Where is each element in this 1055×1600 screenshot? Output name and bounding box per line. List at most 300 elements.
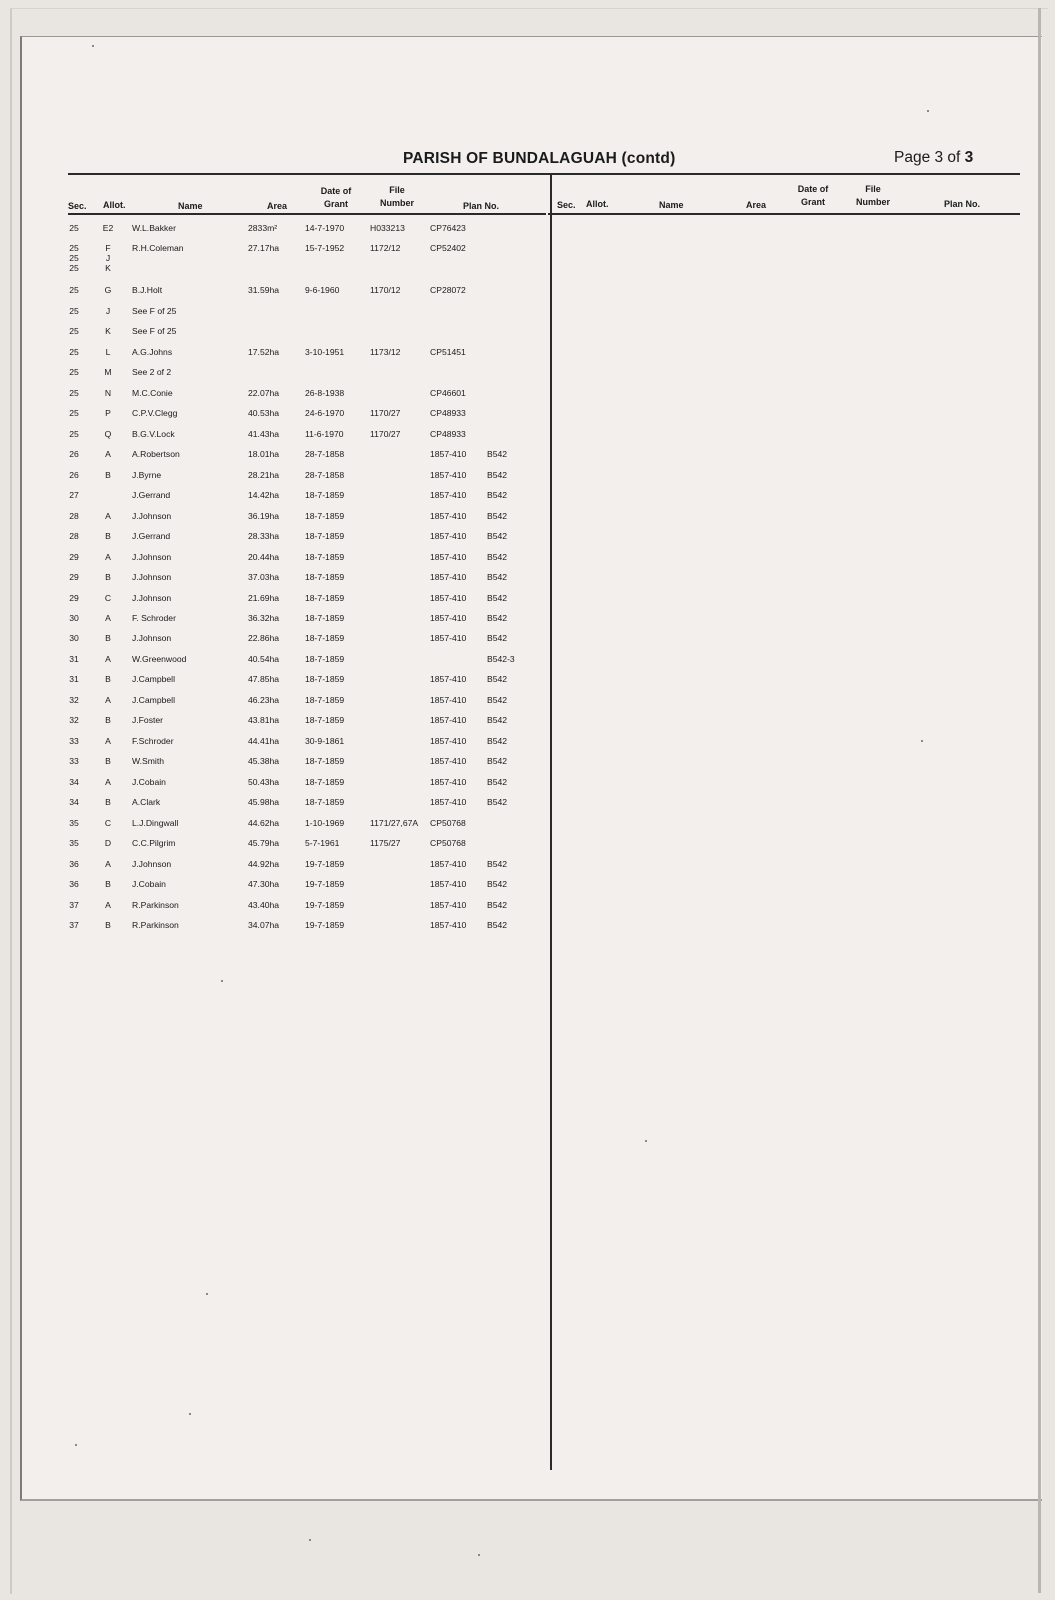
name-cell: M.C.Conie <box>132 388 173 398</box>
sec-cell: 25 <box>69 306 79 316</box>
date-cell: 28-7-1858 <box>305 449 345 459</box>
area-cell: 18.01ha <box>248 449 280 459</box>
date-cell: 5-7-1961 <box>305 838 340 848</box>
plan-number-cell: 1857-410 <box>430 674 467 684</box>
date-cell: 18-7-1859 <box>305 797 345 807</box>
name-cell: J.Johnson <box>132 859 172 869</box>
table-row <box>60 490 540 510</box>
table-row <box>60 388 540 408</box>
plan-number-cell: 1857-410 <box>430 552 467 562</box>
name-cell: J.Cobain <box>132 879 166 889</box>
name-cell: W.L.Bakker <box>132 223 176 233</box>
table-row <box>60 859 540 879</box>
name-cell: R.Parkinson <box>132 900 179 910</box>
sec-cell: 35 <box>69 818 79 828</box>
sec-cell: 25 <box>69 388 79 398</box>
header-file-right-line1: File <box>865 184 881 194</box>
sec-cell: 29 <box>69 593 79 603</box>
sec-cell: 32 <box>69 715 79 725</box>
area-cell: 41.43ha <box>248 429 280 439</box>
sec-cell: 30 <box>69 613 79 623</box>
allot-cell: Q <box>104 429 112 439</box>
allot-cell: B <box>105 879 111 889</box>
table-row <box>60 715 540 735</box>
name-cell: J.Foster <box>132 715 164 725</box>
header-date-right-line2: Grant <box>800 197 825 207</box>
date-cell: 26-8-1938 <box>305 388 345 398</box>
plan-number-cell: CP50768 <box>430 838 466 848</box>
sec-cell: 32 <box>69 695 79 705</box>
sec-cell: 36 <box>69 859 79 869</box>
date-cell: 19-7-1859 <box>305 920 345 930</box>
file-number-cell: H033213 <box>370 223 405 233</box>
name-cell: J.Gerrand <box>132 490 171 500</box>
sec-cell: 35 <box>69 838 79 848</box>
allot-cell: A <box>105 859 111 869</box>
area-cell: 31.59ha <box>248 285 280 295</box>
allot-cell: A <box>105 613 111 623</box>
area-cell: 34.07ha <box>248 920 280 930</box>
allot-cell: B <box>105 797 111 807</box>
table-row <box>60 408 540 428</box>
plan-ref-cell: B542 <box>487 593 508 603</box>
plan-ref-cell: B542 <box>487 879 508 889</box>
plan-number-cell: 1857-410 <box>430 633 467 643</box>
stacked-value: 25 <box>69 253 79 263</box>
table-row <box>60 552 540 572</box>
allot-cell: A <box>105 511 111 521</box>
table-row <box>60 838 540 858</box>
area-cell: 40.53ha <box>248 408 280 418</box>
plan-number-cell: CP48933 <box>430 429 466 439</box>
allot-cell: L <box>105 347 111 357</box>
plan-ref-cell: B542 <box>487 531 508 541</box>
header-top-rule <box>68 173 1020 175</box>
plan-ref-cell: B542 <box>487 859 508 869</box>
plan-ref-cell: B542 <box>487 797 508 807</box>
header-date-line2: Grant <box>323 199 348 209</box>
table-row <box>60 797 540 817</box>
sec-cell: 37 <box>69 920 79 930</box>
scan-speck <box>921 740 923 742</box>
area-cell: 21.69ha <box>248 593 280 603</box>
plan-number-cell: 1857-410 <box>430 490 467 500</box>
date-cell: 18-7-1859 <box>305 490 345 500</box>
date-cell: 18-7-1859 <box>305 715 345 725</box>
plan-number-cell: CP48933 <box>430 408 466 418</box>
plan-number-cell: 1857-410 <box>430 777 467 787</box>
name-cell: A.G.Johns <box>132 347 173 357</box>
date-cell: 1-10-1969 <box>305 818 345 828</box>
header-file-right <box>846 183 900 209</box>
name-cell: J.Byrne <box>132 470 162 480</box>
name-cell: J.Campbell <box>132 695 175 705</box>
scan-speck <box>92 45 94 47</box>
date-cell: 19-7-1859 <box>305 879 345 889</box>
name-cell: C.C.Pilgrim <box>132 838 176 848</box>
header-name: Name <box>178 201 203 211</box>
plan-number-cell: 1857-410 <box>430 449 467 459</box>
name-cell: R.H.Coleman <box>132 243 184 253</box>
table-row <box>60 879 540 899</box>
sec-cell: 25 <box>69 326 79 336</box>
date-cell: 18-7-1859 <box>305 572 345 582</box>
area-cell: 45.38ha <box>248 756 280 766</box>
plan-ref-cell: B542 <box>487 920 508 930</box>
plan-ref-cell: B542 <box>487 674 508 684</box>
scan-speck <box>189 1413 191 1415</box>
plan-number-cell: 1857-410 <box>430 695 467 705</box>
table-row <box>60 243 540 273</box>
date-cell: 18-7-1859 <box>305 674 345 684</box>
header-bottom-rule-right <box>548 213 1020 215</box>
table-row <box>60 613 540 633</box>
plan-ref-cell: B542 <box>487 613 508 623</box>
sec-cell: 27 <box>69 490 79 500</box>
name-cell: F. Schroder <box>132 613 176 623</box>
allot-cell: A <box>105 900 111 910</box>
allot-cell: B <box>105 674 111 684</box>
stacked-value: J <box>105 253 111 263</box>
allot-cell: B <box>105 756 111 766</box>
plan-number-cell: CP46601 <box>430 388 466 398</box>
table-row <box>60 818 540 838</box>
date-cell: 19-7-1859 <box>305 859 345 869</box>
name-cell: J.Johnson <box>132 572 172 582</box>
plan-ref-cell: B542-3 <box>487 654 515 664</box>
sec-cell: 26 <box>69 470 79 480</box>
date-cell: 18-7-1859 <box>305 613 345 623</box>
table-row <box>60 736 540 756</box>
name-cell: W.Smith <box>132 756 164 766</box>
sec-cell <box>60 243 88 273</box>
area-cell: 43.40ha <box>248 900 280 910</box>
plan-ref-cell: B542 <box>487 900 508 910</box>
plan-number-cell: 1857-410 <box>430 756 467 766</box>
plan-ref-cell: B542 <box>487 511 508 521</box>
table-row <box>60 347 540 367</box>
plan-ref-cell: B542 <box>487 777 508 787</box>
table-row <box>60 223 540 243</box>
header-file <box>370 184 424 210</box>
plan-number-cell: CP50768 <box>430 818 466 828</box>
scan-speck <box>927 110 929 112</box>
area-cell: 20.44ha <box>248 552 280 562</box>
plan-number-cell: CP28072 <box>430 285 466 295</box>
area-cell: 28.21ha <box>248 470 280 480</box>
allot-cell: C <box>104 593 112 603</box>
area-cell: 44.62ha <box>248 818 280 828</box>
area-cell: 45.79ha <box>248 838 280 848</box>
allot-cell: B <box>105 920 111 930</box>
area-cell: 22.07ha <box>248 388 280 398</box>
date-cell: 19-7-1859 <box>305 900 345 910</box>
file-number-cell: 1172/12 <box>370 243 401 253</box>
name-cell: J.Johnson <box>132 593 172 603</box>
name-cell: C.P.V.Clegg <box>132 408 178 418</box>
name-cell: J.Johnson <box>132 552 172 562</box>
table-row <box>60 285 540 305</box>
plan-number-cell: 1857-410 <box>430 879 467 889</box>
sec-cell: 34 <box>69 777 79 787</box>
plan-ref-cell: B542 <box>487 449 508 459</box>
allot-cell: J <box>105 306 111 316</box>
plan-ref-cell: B542 <box>487 490 508 500</box>
plan-number-cell: 1857-410 <box>430 920 467 930</box>
table-row <box>60 511 540 531</box>
allot-cell: A <box>105 552 111 562</box>
allot-cell: B <box>105 715 111 725</box>
date-cell: 18-7-1859 <box>305 531 345 541</box>
date-cell: 18-7-1859 <box>305 695 345 705</box>
table-row <box>60 695 540 715</box>
sec-cell: 33 <box>69 736 79 746</box>
area-cell: 14.42ha <box>248 490 280 500</box>
header-date-line1: Date of <box>320 186 352 196</box>
plan-number-cell: 1857-410 <box>430 797 467 807</box>
date-cell: 14-7-1970 <box>305 223 345 233</box>
plan-ref-cell: B542 <box>487 736 508 746</box>
name-cell: F.Schroder <box>132 736 174 746</box>
header-plan-right: Plan No. <box>944 199 981 209</box>
name-cell: W.Greenwood <box>132 654 187 664</box>
name-cell: J.Johnson <box>132 511 172 521</box>
plan-number-cell: 1857-410 <box>430 736 467 746</box>
area-cell: 2833m² <box>248 223 278 233</box>
sec-cell: 25 <box>69 367 79 377</box>
sec-cell: 25 <box>69 408 79 418</box>
sec-cell: 36 <box>69 879 79 889</box>
header-allot-right: Allot. <box>586 199 609 209</box>
stacked-value: 25 <box>69 243 79 253</box>
plan-ref-cell: B542 <box>487 470 508 480</box>
header-name-right: Name <box>659 200 684 210</box>
scan-speck <box>75 1444 77 1446</box>
column-divider <box>550 175 552 1470</box>
table-row <box>60 367 540 387</box>
date-cell: 18-7-1859 <box>305 593 345 603</box>
header-date-right <box>787 183 839 209</box>
header-file-line2: Number <box>379 198 414 208</box>
scan-speck <box>645 1140 647 1142</box>
name-cell: R.Parkinson <box>132 920 179 930</box>
table-row <box>60 920 540 940</box>
plan-ref-cell: B542 <box>487 695 508 705</box>
area-cell: 28.33ha <box>248 531 280 541</box>
stacked-value: 25 <box>69 263 79 273</box>
header-area: Area <box>267 201 288 211</box>
area-cell: 27.17ha <box>248 243 280 253</box>
table-row <box>60 756 540 776</box>
allot-cell: A <box>105 449 111 459</box>
date-cell: 9-6-1960 <box>305 285 340 295</box>
file-number-cell: 1175/27 <box>370 838 401 848</box>
allot-cell: G <box>104 285 112 295</box>
name-cell: J.Johnson <box>132 633 172 643</box>
allot-cell <box>96 243 120 273</box>
name-cell: A.Clark <box>132 797 161 807</box>
sec-cell: 37 <box>69 900 79 910</box>
sec-cell: 31 <box>69 654 79 664</box>
table-row <box>60 449 540 469</box>
allot-cell: A <box>105 777 111 787</box>
sec-cell: 25 <box>69 285 79 295</box>
page-indicator <box>894 149 973 167</box>
allot-cell: B <box>105 470 111 480</box>
page-prefix: Page 3 of <box>894 149 961 166</box>
date-cell: 28-7-1858 <box>305 470 345 480</box>
plan-number-cell: 1857-410 <box>430 470 467 480</box>
date-cell: 18-7-1859 <box>305 552 345 562</box>
plan-number-cell: CP76423 <box>430 223 466 233</box>
date-cell: 24-6-1970 <box>305 408 345 418</box>
table-row <box>60 326 540 346</box>
date-cell: 18-7-1859 <box>305 777 345 787</box>
plan-ref-cell: B542 <box>487 633 508 643</box>
header-file-right-line2: Number <box>855 197 890 207</box>
allot-cell: N <box>104 388 112 398</box>
table-row <box>60 593 540 613</box>
area-cell: 36.19ha <box>248 511 280 521</box>
plan-number-cell: 1857-410 <box>430 613 467 623</box>
sec-cell: 33 <box>69 756 79 766</box>
area-cell: 40.54ha <box>248 654 280 664</box>
area-cell: 44.92ha <box>248 859 280 869</box>
area-cell: 45.98ha <box>248 797 280 807</box>
header-file-line1: File <box>389 185 405 195</box>
header-area-right: Area <box>746 200 767 210</box>
table-row <box>60 531 540 551</box>
table-row <box>60 633 540 653</box>
name-cell: J.Campbell <box>132 674 175 684</box>
scan-speck <box>309 1539 311 1541</box>
name-cell: J.Gerrand <box>132 531 171 541</box>
area-cell: 17.52ha <box>248 347 280 357</box>
name-cell: J.Cobain <box>132 777 166 787</box>
file-number-cell: 1170/27 <box>370 429 401 439</box>
stacked-value: K <box>105 263 111 273</box>
table-row <box>60 429 540 449</box>
allot-cell: B <box>105 633 111 643</box>
name-cell: B.G.V.Lock <box>132 429 175 439</box>
file-number-cell: 1170/27 <box>370 408 401 418</box>
plan-number-cell: 1857-410 <box>430 715 467 725</box>
table-row <box>60 674 540 694</box>
date-cell: 18-7-1859 <box>305 633 345 643</box>
area-cell: 47.30ha <box>248 879 280 889</box>
plan-number-cell: CP52402 <box>430 243 466 253</box>
plan-ref-cell: B542 <box>487 552 508 562</box>
area-cell: 46.23ha <box>248 695 280 705</box>
sec-cell: 26 <box>69 449 79 459</box>
name-cell: B.J.Holt <box>132 285 163 295</box>
plan-number-cell: 1857-410 <box>430 593 467 603</box>
area-cell: 47.85ha <box>248 674 280 684</box>
scan-speck <box>478 1554 480 1556</box>
stacked-value: F <box>105 243 111 253</box>
allot-cell: M <box>104 367 112 377</box>
header-date-right-line1: Date of <box>797 184 829 194</box>
table-row <box>60 572 540 592</box>
page-total: 3 <box>964 149 974 166</box>
sec-cell: 31 <box>69 674 79 684</box>
allot-cell: E2 <box>102 223 114 233</box>
document-title: PARISH OF BUNDALAGUAH (contd) <box>403 150 676 167</box>
header-sec-right: Sec. <box>557 200 576 210</box>
sec-cell: 25 <box>69 429 79 439</box>
sec-cell: 34 <box>69 797 79 807</box>
name-cell: L.J.Dingwall <box>132 818 179 828</box>
allot-cell: A <box>105 654 111 664</box>
allot-cell: P <box>105 408 111 418</box>
sec-cell: 29 <box>69 572 79 582</box>
date-cell: 18-7-1859 <box>305 654 345 664</box>
header-plan: Plan No. <box>463 201 500 211</box>
plan-number-cell: 1857-410 <box>430 531 467 541</box>
sec-cell: 25 <box>69 347 79 357</box>
area-cell: 43.81ha <box>248 715 280 725</box>
allot-cell: B <box>105 531 111 541</box>
scan-speck <box>206 1293 208 1295</box>
file-number-cell: 1170/12 <box>370 285 401 295</box>
area-cell: 22.86ha <box>248 633 280 643</box>
area-cell: 50.43ha <box>248 777 280 787</box>
sec-cell: 28 <box>69 531 79 541</box>
allot-cell: A <box>105 695 111 705</box>
sec-cell: 25 <box>69 223 79 233</box>
name-cell: A.Robertson <box>132 449 180 459</box>
table-row <box>60 777 540 797</box>
table-row <box>60 470 540 490</box>
area-cell: 36.32ha <box>248 613 280 623</box>
allot-cell: C <box>104 818 112 828</box>
allot-cell: A <box>105 736 111 746</box>
sec-cell: 30 <box>69 633 79 643</box>
plan-number-cell: 1857-410 <box>430 859 467 869</box>
date-cell: 18-7-1859 <box>305 756 345 766</box>
plan-ref-cell: B542 <box>487 756 508 766</box>
date-cell: 11-6-1970 <box>305 429 344 439</box>
plan-number-cell: 1857-410 <box>430 572 467 582</box>
table-row <box>60 900 540 920</box>
plan-number-cell: CP51451 <box>430 347 466 357</box>
date-cell: 3-10-1951 <box>305 347 345 357</box>
area-cell: 44.41ha <box>248 736 280 746</box>
header-date <box>310 185 362 211</box>
scan-speck <box>221 980 223 982</box>
name-cell: See F of 25 <box>132 326 177 336</box>
file-number-cell: 1171/27,67A <box>370 818 419 828</box>
area-cell: 37.03ha <box>248 572 280 582</box>
table-row <box>60 654 540 674</box>
date-cell: 30-9-1861 <box>305 736 345 746</box>
sheet-edge <box>1038 8 1041 1593</box>
date-cell: 18-7-1859 <box>305 511 345 521</box>
plan-ref-cell: B542 <box>487 715 508 725</box>
sec-cell: 28 <box>69 511 79 521</box>
plan-number-cell: 1857-410 <box>430 900 467 910</box>
header-allot: Allot. <box>103 200 126 210</box>
name-cell: See 2 of 2 <box>132 367 172 377</box>
file-number-cell: 1173/12 <box>370 347 401 357</box>
header-bottom-rule-left <box>68 213 546 215</box>
plan-ref-cell: B542 <box>487 572 508 582</box>
table-row <box>60 306 540 326</box>
date-cell: 15-7-1952 <box>305 243 345 253</box>
allot-cell: K <box>105 326 111 336</box>
name-cell: See F of 25 <box>132 306 177 316</box>
header-sec: Sec. <box>68 201 87 211</box>
